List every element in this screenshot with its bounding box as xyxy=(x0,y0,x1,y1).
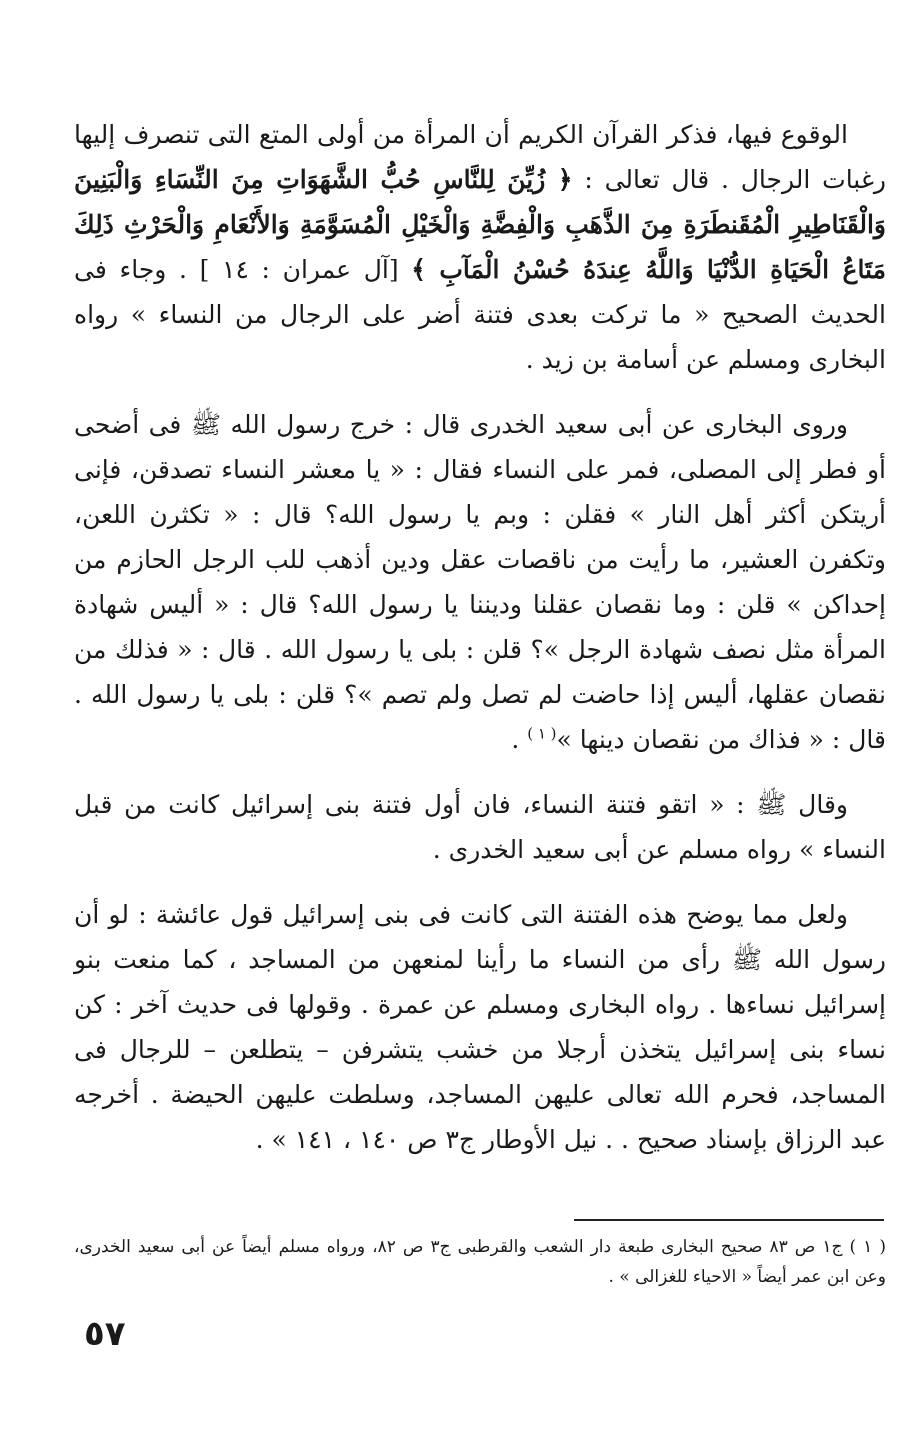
paragraph-1 xyxy=(74,112,886,382)
paragraph-2 xyxy=(74,402,886,762)
text-segment: ولعل مما يوضح هذه الفتنة التى كانت فى بنى إسرائيل قول عائشة : لو أن رسول الله ﷺ رأى من النساء ما رأينا لمنعهن من المساجد ، كما منعت بنو إسرائيل نساءها . رواه البخارى ومسلم عن عمرة . وقولها فى حديث آخر : كن نساء بنى إسرائيل يتخذن أرجلا من خشب يتشرفن – يتطلعن – للرجال فى المساجد، فحرم الله تعالى عليهن المساجد، وسلطت عليهن الحيضة . أخرجه عبد الرزاق بإسناد صحيح . . نيل الأوطار ج٣ ص ١٤٠ ، ١٤١ » . xyxy=(74,900,886,1154)
footnotes xyxy=(74,1232,886,1292)
footnote-marker: ( ١ ) xyxy=(527,724,557,743)
paragraph-3 xyxy=(74,782,886,872)
text-segment: الوقوع فيها، فذكر القرآن الكريم أن المرأة من أولى المتع التى تنصرف إليها رغبات الرجال . قال تعالى : xyxy=(74,120,887,194)
main-text xyxy=(74,112,886,1162)
quran-verse: ﴿ زُيِّنَ لِلنَّاسِ حُبُّ الشَّهَوَاتِ مِنَ النِّسَاءِ وَالْبَنِينَ وَالْقَنَاطِيرِ الْمُقَنطَرَةِ مِنَ الذَّهَبِ وَالْفِضَّةِ وَالْخَيْلِ الْمُسَوَّمَةِ وَالأَنْعَامِ وَالْحَرْثِ ذَلِكَ مَتَاعُ الْحَيَاةِ الدُّنْيَا وَاللَّهُ عِندَهُ حُسْنُ الْمَآبِ ﴾ xyxy=(74,165,886,284)
footnote-divider xyxy=(574,1219,884,1221)
text-segment: وروى البخارى عن أبى سعيد الخدرى قال : خرج رسول الله ﷺ فى أضحى أو فطر إلى المصلى، فمر على النساء فقال : « يا معشر النساء تصدقن، فإنى أريتكن أكثر أهل النار » فقلن : وبم يا رسول الله؟ قال : « تكثرن اللعن، وتكفرن العشير، ما رأيت من ناقصات عقل ودين أذهب للب الرجل الحازم من إحداكن » قلن : وما نقصان عقلنا وديننا يا رسول الله؟ قال : « أليس شهادة المرأة مثل نصف شهادة الرجل »؟ قلن : بلى يا رسول الله . قال : « فذلك من نقصان عقلها، أليس إذا حاضت لم تصل ولم تصم »؟ قلن : بلى يا رسول الله . قال : « فذاك من نقصان دينها » xyxy=(74,410,886,754)
page-number: ٥٧ xyxy=(84,1314,126,1354)
text-segment: . xyxy=(511,725,528,754)
text-segment: وقال ﷺ : « اتقو فتنة النساء، فان أول فتنة بنى إسرائيل كانت من قبل النساء » رواه مسلم عن أبى سعيد الخدرى . xyxy=(74,790,886,864)
footnote-1: ( ١ ) ج١ ص ٨٣ صحيح البخارى طبعة دار الشعب والقرطبى ج٣ ص ٨٢، ورواه مسلم أيضاً عن أبى سعيد الخدرى، وعن ابن عمر أيضاً « الاحياء للغزالى » . xyxy=(74,1237,886,1287)
text-segment: [آل عمران : ١٤ ] . وجاء فى الحديث الصحيح « ما تركت بعدى فتنة أضر على الرجال من النساء » رواه البخارى ومسلم عن أسامة بن زيد . xyxy=(74,255,886,374)
paragraph-4 xyxy=(74,892,886,1162)
